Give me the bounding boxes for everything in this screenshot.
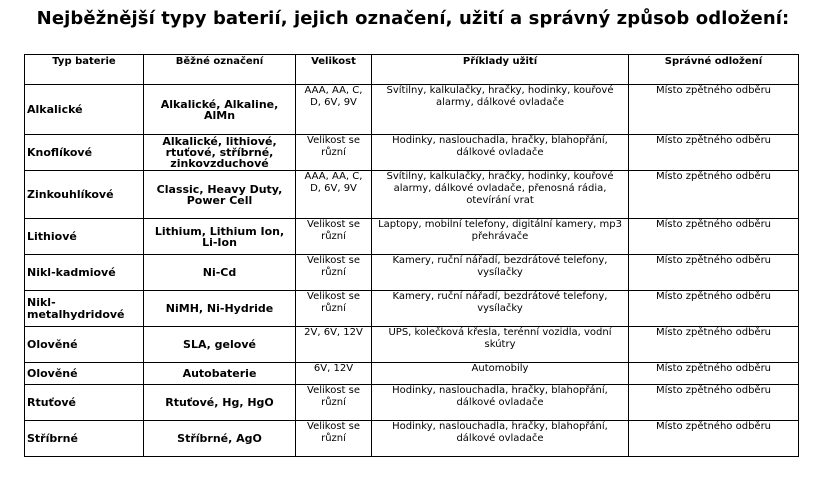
use-cell: Svítilny, kalkulačky, hračky, hodinky, kouřové alarmy, dálkové ovladače, přenosná rádia, otevírání vrat (372, 171, 629, 219)
name-cell: Alkalické, lithiové, rtuťové, stříbrné, zinkovzduchové (144, 135, 296, 171)
name-cell: Ni-Cd (144, 255, 296, 291)
size-cell: AAA, AA, C, D, 6V, 9V (296, 85, 372, 135)
name-cell: Alkalické, Alkaline, AlMn (144, 85, 296, 135)
disposal-cell: Místo zpětného odběru (629, 421, 799, 457)
size-cell: AAA, AA, C, D, 6V, 9V (296, 171, 372, 219)
type-cell: Zinkouhlíkové (25, 171, 144, 219)
size-cell: Velikost se různí (296, 421, 372, 457)
type-cell: Rtuťové (25, 385, 144, 421)
header-use: Příklady užití (372, 55, 629, 85)
name-cell: Classic, Heavy Duty, Power Cell (144, 171, 296, 219)
use-cell: UPS, kolečková křesla, terénní vozidla, vodní skútry (372, 327, 629, 363)
use-cell: Hodinky, naslouchadla, hračky, blahopřání, dálkové ovladače (372, 421, 629, 457)
table-row (25, 385, 799, 421)
type-cell: Nikl-metalhydridové (25, 291, 144, 327)
page-title: Nejběžnější typy baterií, jejich označení, užití a správný způsob odložení: (36, 8, 790, 29)
name-cell: NiMH, Ni-Hydride (144, 291, 296, 327)
type-cell: Olověné (25, 327, 144, 363)
header-disposal: Správné odložení (629, 55, 799, 85)
size-cell: Velikost se různí (296, 219, 372, 255)
table-row (25, 135, 799, 171)
header-name: Běžné označení (144, 55, 296, 85)
name-cell: Lithium, Lithium Ion, Li-Ion (144, 219, 296, 255)
disposal-cell: Místo zpětného odběru (629, 171, 799, 219)
use-cell: Kamery, ruční nářadí, bezdrátové telefony, vysílačky (372, 291, 629, 327)
table-row (25, 219, 799, 255)
size-cell: 6V, 12V (296, 363, 372, 385)
use-cell: Kamery, ruční nářadí, bezdrátové telefony, vysílačky (372, 255, 629, 291)
table-row (25, 363, 799, 385)
table-row (25, 327, 799, 363)
table-header-row (25, 55, 799, 85)
size-cell: 2V, 6V, 12V (296, 327, 372, 363)
name-cell: Stříbrné, AgO (144, 421, 296, 457)
disposal-cell: Místo zpětného odběru (629, 135, 799, 171)
type-cell: Knoflíkové (25, 135, 144, 171)
type-cell: Olověné (25, 363, 144, 385)
disposal-cell: Místo zpětného odběru (629, 85, 799, 135)
disposal-cell: Místo zpětného odběru (629, 385, 799, 421)
table-row (25, 291, 799, 327)
type-cell: Stříbrné (25, 421, 144, 457)
table-row (25, 255, 799, 291)
size-cell: Velikost se různí (296, 255, 372, 291)
use-cell: Hodinky, naslouchadla, hračky, blahopřání, dálkové ovladače (372, 135, 629, 171)
header-size: Velikost (296, 55, 372, 85)
use-cell: Automobily (372, 363, 629, 385)
name-cell: SLA, gelové (144, 327, 296, 363)
size-cell: Velikost se různí (296, 135, 372, 171)
disposal-cell: Místo zpětného odběru (629, 363, 799, 385)
name-cell: Rtuťové, Hg, HgO (144, 385, 296, 421)
header-type: Typ baterie (25, 55, 144, 85)
use-cell: Hodinky, naslouchadla, hračky, blahopřání, dálkové ovladače (372, 385, 629, 421)
disposal-cell: Místo zpětného odběru (629, 291, 799, 327)
size-cell: Velikost se různí (296, 385, 372, 421)
disposal-cell: Místo zpětného odběru (629, 255, 799, 291)
table-body (25, 85, 799, 457)
size-cell: Velikost se různí (296, 291, 372, 327)
disposal-cell: Místo zpětného odběru (629, 327, 799, 363)
use-cell: Laptopy, mobilní telefony, digitální kamery, mp3 přehrávače (372, 219, 629, 255)
disposal-cell: Místo zpětného odběru (629, 219, 799, 255)
table-row (25, 85, 799, 135)
name-cell: Autobaterie (144, 363, 296, 385)
type-cell: Nikl-kadmiové (25, 255, 144, 291)
type-cell: Alkalické (25, 85, 144, 135)
battery-table (24, 54, 799, 457)
table-row (25, 171, 799, 219)
use-cell: Svítilny, kalkulačky, hračky, hodinky, kouřové alarmy, dálkové ovladače (372, 85, 629, 135)
type-cell: Lithiové (25, 219, 144, 255)
table-row (25, 421, 799, 457)
